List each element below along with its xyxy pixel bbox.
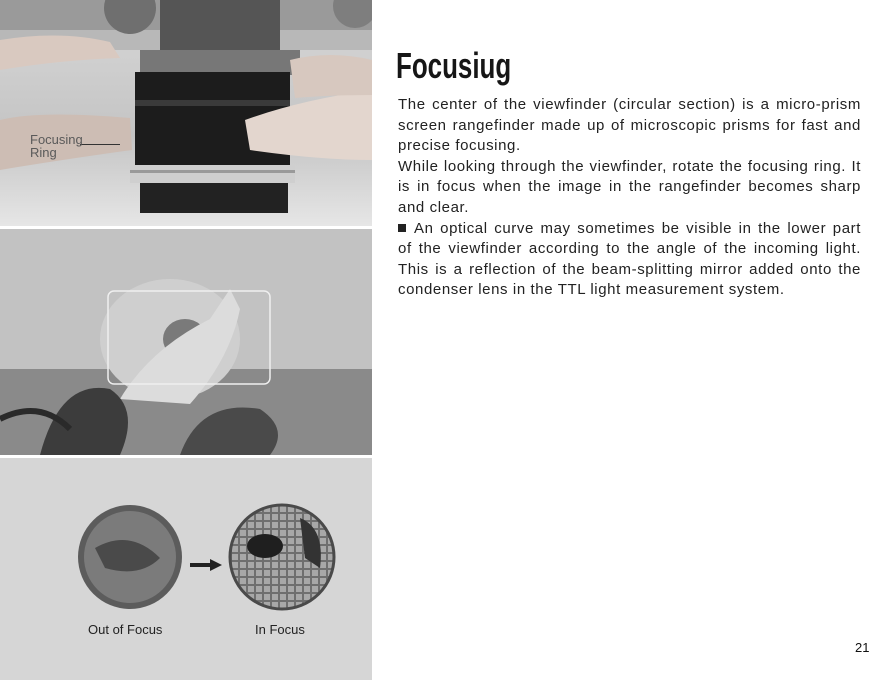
paragraph-rotate-ring: While looking through the viewfinder, rotate the focusing ring. It is in focus when the image in the rangefinder becomes sharp and clear. (398, 157, 861, 216)
paragraph-optical-curve (398, 219, 861, 301)
body-text (398, 95, 861, 301)
illustration-column (0, 0, 372, 680)
out-of-focus-caption: Out of Focus (88, 622, 163, 637)
paragraph-optical-curve-text: An optical curve may sometimes be visible in the lower part of the viewfinder according to the angle of the incoming light. This is a reflection of the beam-splitting mirror added onto the condenser lens in the TTL light measurement system. (398, 219, 861, 299)
in-focus-caption: In Focus (255, 622, 305, 637)
viewfinder-bird-photo (0, 229, 372, 455)
page-title: Focusiug (396, 45, 512, 86)
focusing-ring-label: Focusing Ring (30, 132, 83, 160)
focus-comparison-panel (0, 458, 372, 680)
lens-focusing-photo (0, 0, 372, 226)
paragraph-microprism: The center of the viewfinder (circular section) is a micro-prism screen rangefinder made up of microscopic prisms for fast and precise focusing. (398, 96, 861, 155)
bullet-icon (398, 224, 406, 232)
page-number: 21 (855, 640, 870, 655)
